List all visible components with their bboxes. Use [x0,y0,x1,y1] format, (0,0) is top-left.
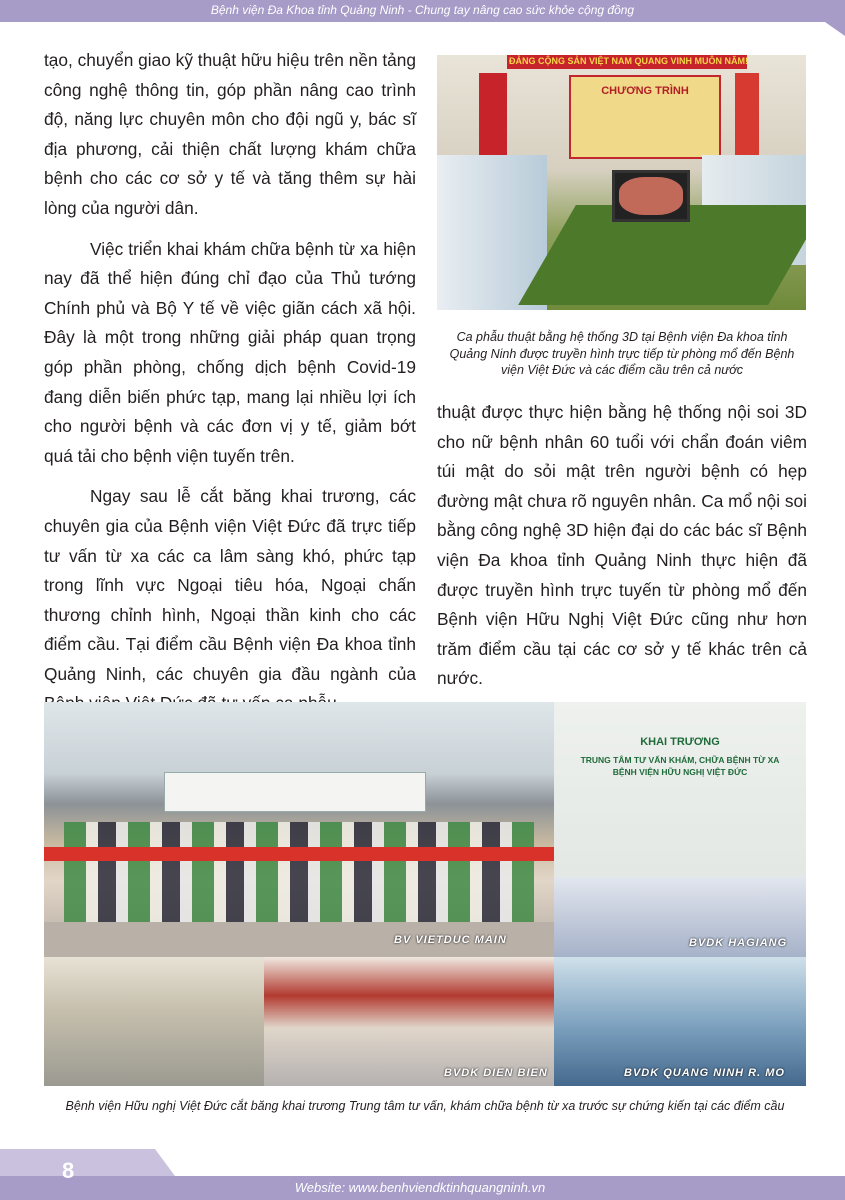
collage-meeting-room-2 [264,957,554,1086]
surgery-broadcast-photo [437,55,806,310]
collage-meeting-room-1 [44,957,264,1086]
collage-hagiang-room [554,877,806,957]
page-number: 8 [62,1158,75,1183]
left-column [44,46,416,730]
photo-program-board [569,75,721,159]
collage-main-ribbon-photo [44,702,554,957]
photo-surgery-screen [612,170,690,222]
photo-caption-2: Bệnh viện Hữu nghị Việt Đức cắt băng khai trương Trung tâm tư vấn, khám chữa bệnh từ xa trước sự chứng kiến tại các điểm cầu [65,1099,785,1113]
collage-label-dienbien: BVDK DIEN BIEN [444,1067,548,1079]
photo-caption-1: Ca phẫu thuật bằng hệ thống 3D tại Bệnh viện Đa khoa tỉnh Quảng Ninh được truyền hình trực tiếp từ phòng mổ đến Bệnh viện Việt Đức và các điểm cầu trên cả nước [449,330,795,377]
right-column [437,398,807,694]
paragraph-4: thuật được thực hiện bằng hệ thống nội soi 3D cho nữ bệnh nhân 60 tuổi với chẩn đoán viêm túi mật do sỏi mật trên người bệnh có hẹp đường mật chưa rõ nguyên nhân. Ca mổ nội soi bằng công nghệ 3D hiện đại do các bác sĩ Bệnh viện Đa khoa tỉnh Quảng Ninh thực hiện đã được truyền hình trực tuyến từ phòng mổ đến Bệnh viện Hữu Nghị Việt Đức cũng như hơn trăm điểm cầu tại các cơ sở y tế khác trên cả nước. [437,402,807,689]
photo-top-banner-text: ĐẢNG CỘNG SẢN VIỆT NAM QUANG VINH MUÔN NĂM! [509,56,748,66]
paragraph-2: Việc triển khai khám chữa bệnh từ xa hiện nay đã thể hiện đúng chỉ đạo của Thủ tướng Chính phủ và Bộ Y tế về việc giãn cách xã hội. Đây là một trong những giải pháp quan trọng góp phần phòng, chống dịch bệnh Covid-19 đang diễn biến phức tạp, mang lại nhiều lợi ích cho người bệnh và các đơn vị y tế, giảm bớt quá tải cho bệnh viện tuyến trên. [44,238,416,466]
collage-opening-board [554,702,806,877]
collage-label-quangninh: BVDK QUANG NINH R. MO [624,1067,785,1079]
collage-board-subtitle: TRUNG TÂM TƯ VẤN KHÁM, CHỮA BỆNH TỪ XA BỆNH VIỆN HỮU NGHỊ VIỆT ĐỨC [580,755,780,777]
collage-operating-room [554,957,806,1086]
collage-building-sign [164,772,426,812]
header-title: Bệnh viện Đa Khoa tỉnh Quảng Ninh - Chung tay nâng cao sức khỏe cộng đồng [210,3,635,17]
paragraph-1: tạo, chuyển giao kỹ thuật hữu hiệu trên nền tảng công nghệ thông tin, góp phần nâng cao trình độ, năng lực chuyên môn cho đội ngũ y, bác sĩ địa phương, cải thiện chất lượng khám chữa bệnh cho các cơ sở y tế và tăng thêm sự hài lòng của người dân. [44,50,416,218]
collage-label-hagiang: BVDK HAGIANG [689,937,788,949]
collage-board-title: KHAI TRƯƠNG [640,736,720,748]
collage-ribbon-cutters [64,822,534,922]
photo-surgery-image [619,177,683,215]
collage-red-ribbon [44,847,554,861]
header-corner-decoration [825,22,845,36]
collage-label-main: BV VIETDUC MAIN [394,934,507,946]
footer-website[interactable]: Website: www.benhviendktinhquangninh.vn [294,1180,546,1195]
footer-tab [0,1149,845,1176]
ribbon-cutting-collage [44,702,806,1086]
photo-board-title: CHƯƠNG TRÌNH [601,85,689,97]
paragraph-3: Ngay sau lễ cắt băng khai trương, các chuyên gia của Bệnh viện Việt Đức đã trực tiếp tư vấn từ xa các ca lâm sàng khó, phức tạp trong lĩnh vực Ngoại tiêu hóa, Ngoại chấn thương chỉnh hình, Ngoại thần kinh cho các điểm cầu. Tại điểm cầu Bệnh viện Đa khoa tỉnh Quảng Ninh, các chuyên gia đầu ngành của [44,486,416,684]
